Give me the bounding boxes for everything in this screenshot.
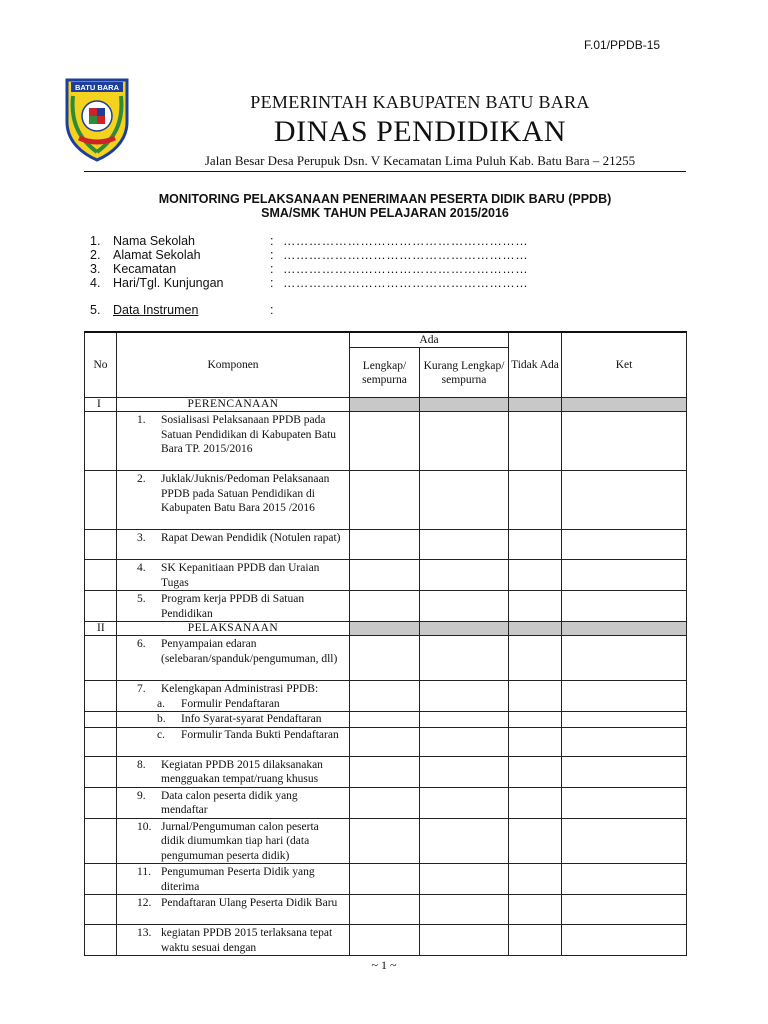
- document-title-line-2: SMA/SMK TAHUN PELAJARAN 2015/2016: [261, 206, 509, 220]
- header-tidak-ada: Tidak Ada: [509, 332, 562, 398]
- check-kurang-cell[interactable]: [420, 727, 509, 756]
- item-text: Pengumuman Peserta Didik yang diterima: [161, 866, 315, 893]
- check-lengkap-cell[interactable]: [350, 712, 420, 728]
- header-kurang-lengkap: Kurang Lengkap/ sempurna: [420, 348, 509, 398]
- ket-cell[interactable]: [562, 756, 687, 787]
- section-fill-cell: [562, 622, 687, 636]
- row-number-cell: [85, 925, 117, 956]
- check-tidak-ada-cell[interactable]: [509, 681, 562, 712]
- header-component: Komponen: [117, 332, 350, 398]
- check-tidak-ada-cell[interactable]: [509, 591, 562, 622]
- row-number-cell: [85, 756, 117, 787]
- sub-item-letter: c.: [157, 728, 165, 741]
- letterhead-divider: [84, 171, 686, 172]
- table-row: [85, 712, 687, 728]
- section-title: PELAKSANAAN: [117, 622, 350, 636]
- ket-cell[interactable]: [562, 712, 687, 728]
- item-number: 4.: [137, 562, 146, 574]
- table-row: [85, 681, 687, 712]
- ket-cell[interactable]: [562, 471, 687, 530]
- section-fill-cell: [350, 398, 420, 412]
- check-lengkap-cell[interactable]: [350, 412, 420, 471]
- check-kurang-cell[interactable]: [420, 818, 509, 864]
- check-tidak-ada-cell[interactable]: [509, 471, 562, 530]
- check-tidak-ada-cell[interactable]: [509, 787, 562, 818]
- item-number: 12.: [137, 897, 152, 909]
- check-lengkap-cell[interactable]: [350, 471, 420, 530]
- check-kurang-cell[interactable]: [420, 895, 509, 925]
- field-blank[interactable]: …………………………………………………: [283, 234, 529, 248]
- item-number: 10.: [137, 820, 152, 833]
- field-colon: :: [270, 262, 274, 276]
- check-kurang-cell[interactable]: [420, 864, 509, 895]
- header-no: No: [85, 332, 117, 398]
- component-cell: [117, 560, 350, 591]
- item-text: Pendaftaran Ulang Peserta Didik Baru: [161, 897, 338, 909]
- ket-cell[interactable]: [562, 681, 687, 712]
- check-kurang-cell[interactable]: [420, 530, 509, 560]
- field-number: 5.: [90, 303, 101, 317]
- component-cell: [117, 925, 350, 956]
- field-blank[interactable]: …………………………………………………: [283, 262, 529, 276]
- sub-item-letter: a.: [157, 697, 165, 710]
- check-tidak-ada-cell[interactable]: [509, 895, 562, 925]
- item-text: SK Kepanitiaan PPDB dan Uraian Tugas: [161, 562, 320, 589]
- ket-cell[interactable]: [562, 591, 687, 622]
- table-row: [85, 560, 687, 591]
- component-cell: [117, 864, 350, 895]
- check-lengkap-cell[interactable]: [350, 636, 420, 681]
- section-title: PERENCANAAN: [117, 398, 350, 412]
- check-tidak-ada-cell[interactable]: [509, 560, 562, 591]
- field-colon: :: [270, 234, 274, 248]
- item-text: kegiatan PPDB 2015 terlaksana tepat waktu sesuai dengan: [161, 927, 333, 954]
- component-cell: [117, 787, 350, 818]
- check-tidak-ada-cell[interactable]: [509, 412, 562, 471]
- field-label: Hari/Tgl. Kunjungan: [113, 276, 224, 290]
- sub-item-text: Formulir Tanda Bukti Pendaftaran: [181, 728, 339, 741]
- item-text: Sosialisasi Pelaksanaan PPDB pada Satuan Pendidikan di Kabupaten Batu Bara TP. 2015/2016: [161, 414, 337, 455]
- page-number: ~ 1 ~: [371, 958, 397, 972]
- check-kurang-cell[interactable]: [420, 756, 509, 787]
- item-text: Kegiatan PPDB 2015 dilaksanakan mengguakan tempat/ruang khusus: [161, 758, 323, 785]
- item-text: Jurnal/Pengumuman calon peserta didik diumumkan tiap hari (data pengumuman peserta didik): [161, 820, 319, 862]
- section-row: [85, 398, 687, 412]
- check-tidak-ada-cell[interactable]: [509, 712, 562, 728]
- check-tidak-ada-cell[interactable]: [509, 727, 562, 756]
- section-row: [85, 622, 687, 636]
- check-lengkap-cell[interactable]: [350, 591, 420, 622]
- header-ket: Ket: [562, 332, 687, 398]
- check-kurang-cell[interactable]: [420, 712, 509, 728]
- table-row: [85, 925, 687, 956]
- ket-cell[interactable]: [562, 727, 687, 756]
- check-lengkap-cell[interactable]: [350, 787, 420, 818]
- check-tidak-ada-cell[interactable]: [509, 756, 562, 787]
- row-number-cell: [85, 471, 117, 530]
- check-lengkap-cell[interactable]: [350, 756, 420, 787]
- section-fill-cell: [420, 398, 509, 412]
- field-label: Nama Sekolah: [113, 234, 195, 248]
- sub-item-text: Info Syarat-syarat Pendaftaran: [181, 713, 322, 725]
- item-text: Data calon peserta didik yang mendaftar: [161, 789, 298, 816]
- check-kurang-cell[interactable]: [420, 560, 509, 591]
- government-name: PEMERINTAH KABUPATEN BATU BARA: [250, 92, 590, 112]
- monitoring-instrument-table: [84, 331, 687, 956]
- component-cell: [117, 412, 350, 471]
- logo-label: BATU BARA: [74, 83, 120, 92]
- check-lengkap-cell[interactable]: [350, 560, 420, 591]
- row-number-cell: [85, 591, 117, 622]
- table-row: [85, 471, 687, 530]
- section-fill-cell: [350, 622, 420, 636]
- office-address: Jalan Besar Desa Perupuk Dsn. V Kecamatan Lima Puluh Kab. Batu Bara – 21255: [204, 153, 636, 168]
- table-row: [85, 530, 687, 560]
- check-kurang-cell[interactable]: [420, 471, 509, 530]
- letterhead: [140, 91, 700, 169]
- field-colon: :: [270, 276, 274, 290]
- row-number-cell: [85, 864, 117, 895]
- ket-cell[interactable]: [562, 864, 687, 895]
- item-number: 5.: [137, 593, 146, 605]
- item-number: 3.: [137, 532, 146, 544]
- component-cell: [117, 895, 350, 925]
- table-row: [85, 864, 687, 895]
- table-row: [85, 727, 687, 756]
- check-lengkap-cell[interactable]: [350, 681, 420, 712]
- check-lengkap-cell[interactable]: [350, 727, 420, 756]
- component-cell: [117, 681, 350, 712]
- item-number: 2.: [137, 473, 146, 485]
- item-text: Penyampaian edaran (selebaran/spanduk/pengumuman, dll): [161, 638, 338, 665]
- check-kurang-cell[interactable]: [420, 591, 509, 622]
- component-cell: [117, 530, 350, 560]
- component-cell: [117, 756, 350, 787]
- table-row: [85, 818, 687, 864]
- row-number-cell: [85, 727, 117, 756]
- row-number-cell: [85, 636, 117, 681]
- row-number-cell: [85, 895, 117, 925]
- ket-cell[interactable]: [562, 412, 687, 471]
- component-cell: [117, 818, 350, 864]
- field-number: 2.: [90, 248, 101, 262]
- ket-cell[interactable]: [562, 636, 687, 681]
- section-number: I: [85, 398, 117, 412]
- ket-cell[interactable]: [562, 560, 687, 591]
- section-fill-cell: [509, 398, 562, 412]
- row-number-cell: [85, 681, 117, 712]
- table-row: [85, 636, 687, 681]
- ket-cell[interactable]: [562, 925, 687, 956]
- component-cell: [117, 591, 350, 622]
- field-number: 4.: [90, 276, 101, 290]
- check-kurang-cell[interactable]: [420, 787, 509, 818]
- document-title: [84, 192, 686, 220]
- component-cell: [117, 712, 350, 728]
- item-number: 13.: [137, 927, 152, 939]
- check-kurang-cell[interactable]: [420, 636, 509, 681]
- check-lengkap-cell[interactable]: [350, 530, 420, 560]
- section-number: II: [85, 622, 117, 636]
- field-blank[interactable]: …………………………………………………: [283, 248, 529, 262]
- sub-item-letter: b.: [157, 713, 166, 725]
- table-row: [85, 895, 687, 925]
- item-text: Program kerja PPDB di Satuan Pendidikan: [161, 593, 305, 620]
- check-kurang-cell[interactable]: [420, 412, 509, 471]
- item-number: 6.: [137, 638, 146, 650]
- section-fill-cell: [420, 622, 509, 636]
- ket-cell[interactable]: [562, 530, 687, 560]
- check-kurang-cell[interactable]: [420, 681, 509, 712]
- component-cell: [117, 636, 350, 681]
- ket-cell[interactable]: [562, 895, 687, 925]
- field-colon: :: [270, 248, 274, 262]
- row-number-cell: [85, 560, 117, 591]
- section-fill-cell: [509, 622, 562, 636]
- check-tidak-ada-cell[interactable]: [509, 925, 562, 956]
- row-number-cell: [85, 412, 117, 471]
- field-label: Alamat Sekolah: [113, 248, 201, 262]
- field-label: Kecamatan: [113, 262, 177, 276]
- item-number: 1.: [137, 414, 146, 426]
- table-row: [85, 412, 687, 471]
- field-colon: :: [270, 303, 274, 317]
- check-lengkap-cell[interactable]: [350, 895, 420, 925]
- item-text: Kelengkapan Administrasi PPDB:: [161, 683, 319, 695]
- check-lengkap-cell[interactable]: [350, 864, 420, 895]
- field-number: 3.: [90, 262, 101, 276]
- check-kurang-cell[interactable]: [420, 925, 509, 956]
- table-row: [85, 756, 687, 787]
- item-text: Rapat Dewan Pendidik (Notulen rapat): [161, 532, 341, 544]
- row-number-cell: [85, 818, 117, 864]
- ket-cell[interactable]: [562, 818, 687, 864]
- regency-crest-icon: [63, 76, 131, 162]
- component-cell: [117, 727, 350, 756]
- check-lengkap-cell[interactable]: [350, 925, 420, 956]
- check-lengkap-cell[interactable]: [350, 818, 420, 864]
- row-number-cell: [85, 787, 117, 818]
- item-text: Juklak/Juknis/Pedoman Pelaksanaan PPDB pada Satuan Pendidikan di Kabupaten Batu Bara 2015 /2016: [161, 473, 330, 514]
- item-number: 7.: [137, 683, 146, 695]
- component-cell: [117, 471, 350, 530]
- office-name: DINAS PENDIDIKAN: [273, 115, 567, 148]
- sub-item: [117, 697, 349, 712]
- check-tidak-ada-cell[interactable]: [509, 818, 562, 864]
- document-title-line-1: MONITORING PELAKSANAAN PENERIMAAN PESERTA DIDIK BARU (PPDB): [158, 192, 612, 206]
- field-number: 1.: [90, 234, 101, 248]
- item-number: 8.: [137, 758, 146, 771]
- check-tidak-ada-cell[interactable]: [509, 864, 562, 895]
- item-number: 9.: [137, 789, 146, 802]
- field-label: Data Instrumen: [113, 303, 199, 317]
- ket-cell[interactable]: [562, 787, 687, 818]
- sub-item-text: Formulir Pendaftaran: [181, 697, 280, 710]
- check-tidak-ada-cell[interactable]: [509, 636, 562, 681]
- header-ada: Ada: [350, 332, 509, 348]
- table-row: [85, 591, 687, 622]
- table-row: [85, 787, 687, 818]
- header-lengkap: Lengkap/ sempurna: [350, 348, 420, 398]
- section-fill-cell: [562, 398, 687, 412]
- row-number-cell: [85, 530, 117, 560]
- regency-crest-logo: [63, 76, 131, 162]
- form-code: F.01/PPDB-15: [584, 38, 661, 52]
- item-number: 11.: [137, 866, 151, 878]
- field-blank[interactable]: …………………………………………………: [283, 276, 529, 290]
- check-tidak-ada-cell[interactable]: [509, 530, 562, 560]
- row-number-cell: [85, 712, 117, 728]
